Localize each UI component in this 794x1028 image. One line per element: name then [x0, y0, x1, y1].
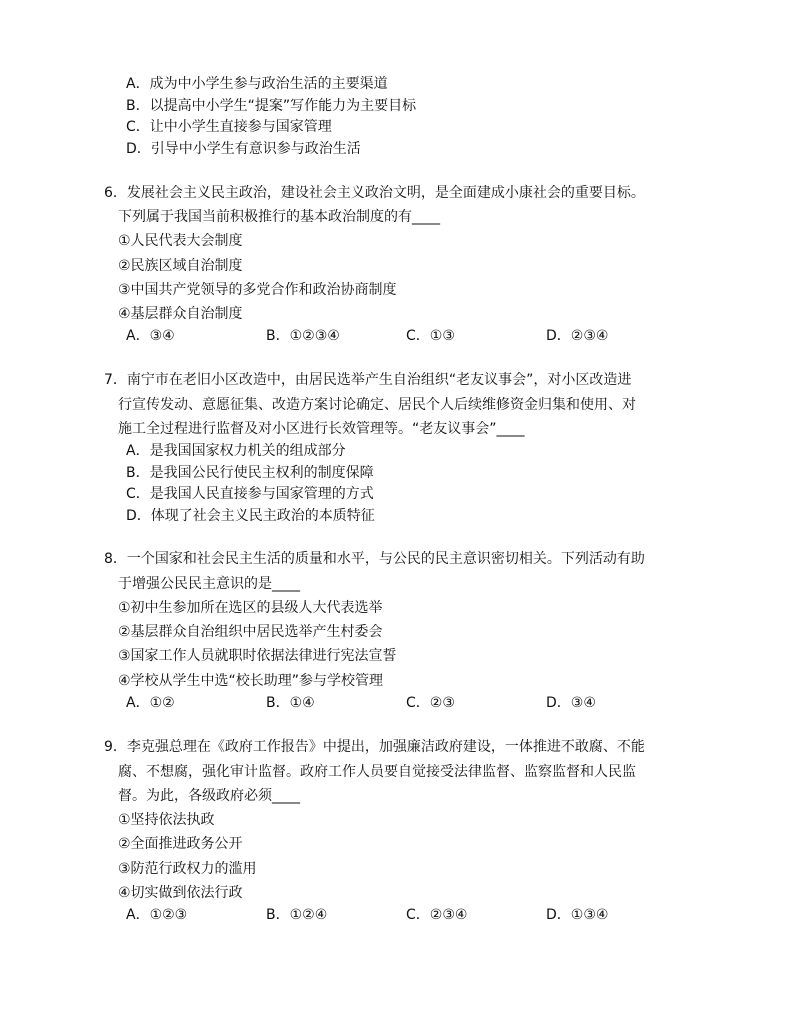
q7-option-a: A．是我国国家权力机关的组成部分	[126, 443, 346, 459]
q6-choice-b: B．①②③④	[266, 328, 340, 344]
q7-option-c: C．是我国人民直接参与国家管理的方式	[126, 486, 374, 502]
q5-option-c: C．让中小学生直接参与国家管理	[126, 119, 332, 135]
q9-stem-line-2: 腐、不想腐，强化审计监督。政府工作人员要自觉接受法律监督、监察监督和人民监	[118, 764, 636, 780]
q9-item-1: ①坚持依法执政	[118, 812, 215, 828]
q9-item-2: ②全面推进政务公开	[118, 836, 243, 852]
q9-stem-line-1: 9．李克强总理在《政府工作报告》中提出，加强廉洁政府建设，一体推进不敢腐、不能	[104, 739, 645, 755]
q8-choice-b: B．①④	[266, 695, 315, 711]
q7-stem-line-1: 7．南宁市在老旧小区改造中，由居民选举产生自治组织“老友议事会”，对小区改造进	[104, 372, 632, 388]
q6-choices	[126, 326, 686, 346]
q8-item-3: ③国家工作人员就职时依据法律进行宪法宣誓	[118, 648, 397, 664]
q5-option-b: B．以提高中小学生“提案”写作能力为主要目标	[126, 98, 417, 114]
q5-option-a: A．成为中小学生参与政治生活的主要渠道	[126, 76, 388, 92]
q7-option-b: B．是我国公民行使民主权利的制度保障	[126, 465, 374, 481]
q8-stem-line-1: 8．一个国家和社会民主生活的质量和水平，与公民的民主意识密切相关。下列活动有助	[104, 551, 645, 567]
q8-choices	[126, 693, 686, 713]
q6-stem-line-1: 6．发展社会主义民主政治，建设社会主义政治文明，是全面建成小康社会的重要目标。	[104, 185, 645, 201]
q8-item-4: ④学校从学生中选“校长助理”参与学校管理	[118, 673, 384, 689]
q9-item-4: ④切实做到依法行政	[118, 885, 243, 901]
q8-stem-line-2: 于增强公民民主意识的是____	[118, 576, 300, 592]
q6-choice-d: D．②③④	[546, 328, 609, 344]
q6-choice-a: A．③④	[126, 328, 175, 344]
q5-option-d: D．引导中小学生有意识参与政治生活	[126, 141, 361, 157]
q6-item-3: ③中国共产党领导的多党合作和政治协商制度	[118, 282, 397, 298]
q7-option-d: D．体现了社会主义民主政治的本质特征	[126, 508, 375, 524]
q8-item-2: ②基层群众自治组织中居民选举产生村委会	[118, 624, 383, 640]
q6-choice-c: C．①③	[406, 328, 455, 344]
q6-stem-line-2: 下列属于我国当前积极推行的基本政治制度的有____	[118, 209, 440, 225]
q9-choice-d: D．①③④	[546, 907, 609, 923]
q9-choice-c: C．②③④	[406, 907, 468, 923]
q6-item-4: ④基层群众自治制度	[118, 306, 243, 322]
q9-choices	[126, 905, 686, 925]
q8-choice-a: A．①②	[126, 695, 175, 711]
q7-stem-line-3: 施工全过程进行监督及对小区进行长效管理等。“老友议事会”____	[118, 421, 525, 437]
q8-item-1: ①初中生参加所在选区的县级人大代表选举	[118, 600, 383, 616]
q7-stem-line-2: 行宣传发动、意愿征集、改造方案讨论确定、居民个人后续维修资金归集和使用、对	[118, 397, 636, 413]
q9-item-3: ③防范行政权力的滥用	[118, 861, 257, 877]
q6-item-1: ①人民代表大会制度	[118, 233, 243, 249]
q9-stem-line-3: 督。为此，各级政府必须____	[118, 788, 300, 804]
q8-choice-c: C．②③	[406, 695, 455, 711]
q9-choice-b: B．①②④	[266, 907, 328, 923]
q9-choice-a: A．①②③	[126, 907, 188, 923]
q8-choice-d: D．③④	[546, 695, 596, 711]
q6-item-2: ②民族区域自治制度	[118, 258, 243, 274]
